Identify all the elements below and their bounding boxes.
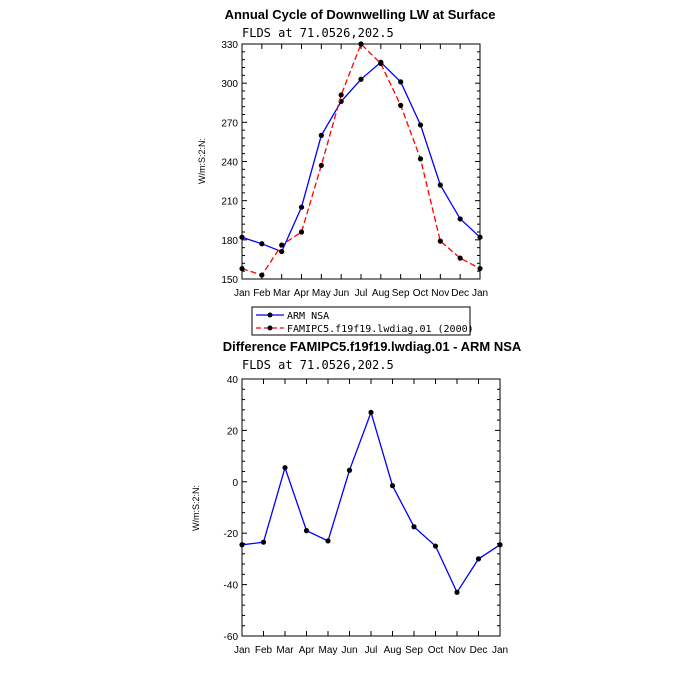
legend-label-famipc5: FAMIPC5.f19f19.lwdiag.01 (2000) [287, 324, 474, 335]
data-point [299, 205, 304, 210]
data-point [390, 483, 395, 488]
x-tick-label: Jan [233, 645, 251, 656]
y-tick-label: -20 [223, 529, 238, 541]
x-tick-label: Oct [427, 645, 444, 656]
data-point [398, 79, 403, 84]
data-point [325, 538, 330, 543]
data-point [347, 468, 352, 473]
x-tick-label: Jul [364, 645, 378, 656]
y-tick-label: -60 [223, 632, 238, 643]
x-tick-label: Jun [341, 645, 358, 656]
y-axis-label: W/m:S:2:N: [191, 484, 201, 532]
y-tick-label: -40 [223, 580, 238, 592]
y-tick-label: 300 [221, 79, 238, 91]
data-point [398, 103, 403, 108]
y-tick-label: 270 [221, 118, 238, 130]
data-point [438, 239, 443, 244]
data-point [319, 163, 324, 168]
data-point [299, 229, 304, 234]
chart-title: Annual Cycle of Downwelling LW at Surface [224, 7, 496, 22]
y-axis-label: W/m:S:2:N: [197, 137, 207, 185]
x-tick-label: Dec [469, 645, 488, 656]
x-tick-label: May [311, 288, 331, 299]
x-tick-label: May [318, 645, 338, 656]
y-tick-label: 240 [221, 157, 238, 169]
data-point [358, 41, 363, 46]
x-tick-label: Mar [273, 288, 291, 299]
x-tick-label: Jun [333, 288, 350, 299]
x-tick-label: Nov [448, 645, 466, 656]
data-point [261, 540, 266, 545]
legend-marker-arm-nsa [268, 313, 273, 318]
data-point [259, 272, 264, 277]
series-line-0 [242, 412, 500, 592]
difference-chart [191, 339, 522, 656]
y-tick-label: 330 [221, 40, 238, 51]
x-tick-label: Aug [383, 645, 402, 656]
data-point [418, 156, 423, 161]
x-tick-label: Aug [371, 288, 390, 299]
y-tick-label: 0 [232, 477, 238, 489]
x-tick-label: Apr [293, 288, 310, 299]
x-tick-label: Sep [405, 645, 423, 656]
x-tick-label: Feb [253, 288, 271, 299]
series-line-0 [242, 62, 480, 251]
y-tick-label: 20 [226, 426, 238, 438]
chart-subtitle: FLDS at 71.0526,202.5 [242, 358, 394, 372]
data-point [304, 528, 309, 533]
legend [252, 307, 474, 335]
data-point [477, 266, 482, 271]
x-tick-label: Apr [298, 645, 315, 656]
data-point [411, 524, 416, 529]
data-point [319, 133, 324, 138]
y-tick-label: 210 [221, 196, 238, 208]
data-point [378, 61, 383, 66]
data-point [458, 256, 463, 261]
data-point [476, 556, 481, 561]
data-point [477, 235, 482, 240]
data-point [458, 216, 463, 221]
y-tick-label: 40 [226, 375, 238, 386]
x-tick-label: Nov [431, 288, 450, 299]
data-point [433, 543, 438, 548]
x-tick-label: Dec [451, 288, 470, 299]
data-point [454, 590, 459, 595]
data-point [279, 242, 284, 247]
data-point [239, 235, 244, 240]
x-tick-label: Jan [491, 645, 509, 656]
x-tick-label: Sep [391, 288, 410, 299]
annual-cycle-chart [197, 7, 495, 299]
x-tick-label: Jan [233, 288, 251, 299]
chart-subtitle: FLDS at 71.0526,202.5 [242, 26, 394, 40]
x-tick-label: Mar [276, 645, 294, 656]
x-tick-label: Jul [354, 288, 368, 299]
y-tick-label: 180 [221, 235, 238, 247]
legend-marker-famipc5 [268, 326, 273, 331]
data-point [282, 465, 287, 470]
data-point [438, 182, 443, 187]
data-point [239, 542, 244, 547]
data-point [339, 92, 344, 97]
data-point [279, 249, 284, 254]
x-tick-label: Feb [254, 645, 273, 656]
plot-area-2 [224, 375, 509, 656]
data-point [239, 266, 244, 271]
chart-title: Difference FAMIPC5.f19f19.lwdiag.01 - ARM NSA [222, 339, 522, 354]
x-tick-label: Oct [412, 288, 429, 299]
data-point [497, 542, 502, 547]
data-point [358, 77, 363, 82]
legend-label-arm-nsa: ARM NSA [287, 311, 330, 322]
data-point [259, 241, 264, 246]
x-tick-label: Jan [471, 288, 489, 299]
plot-area-1 [221, 40, 488, 299]
y-tick-label: 150 [221, 275, 238, 286]
plot-frame [242, 379, 500, 636]
data-point [368, 410, 373, 415]
data-point [418, 122, 423, 127]
